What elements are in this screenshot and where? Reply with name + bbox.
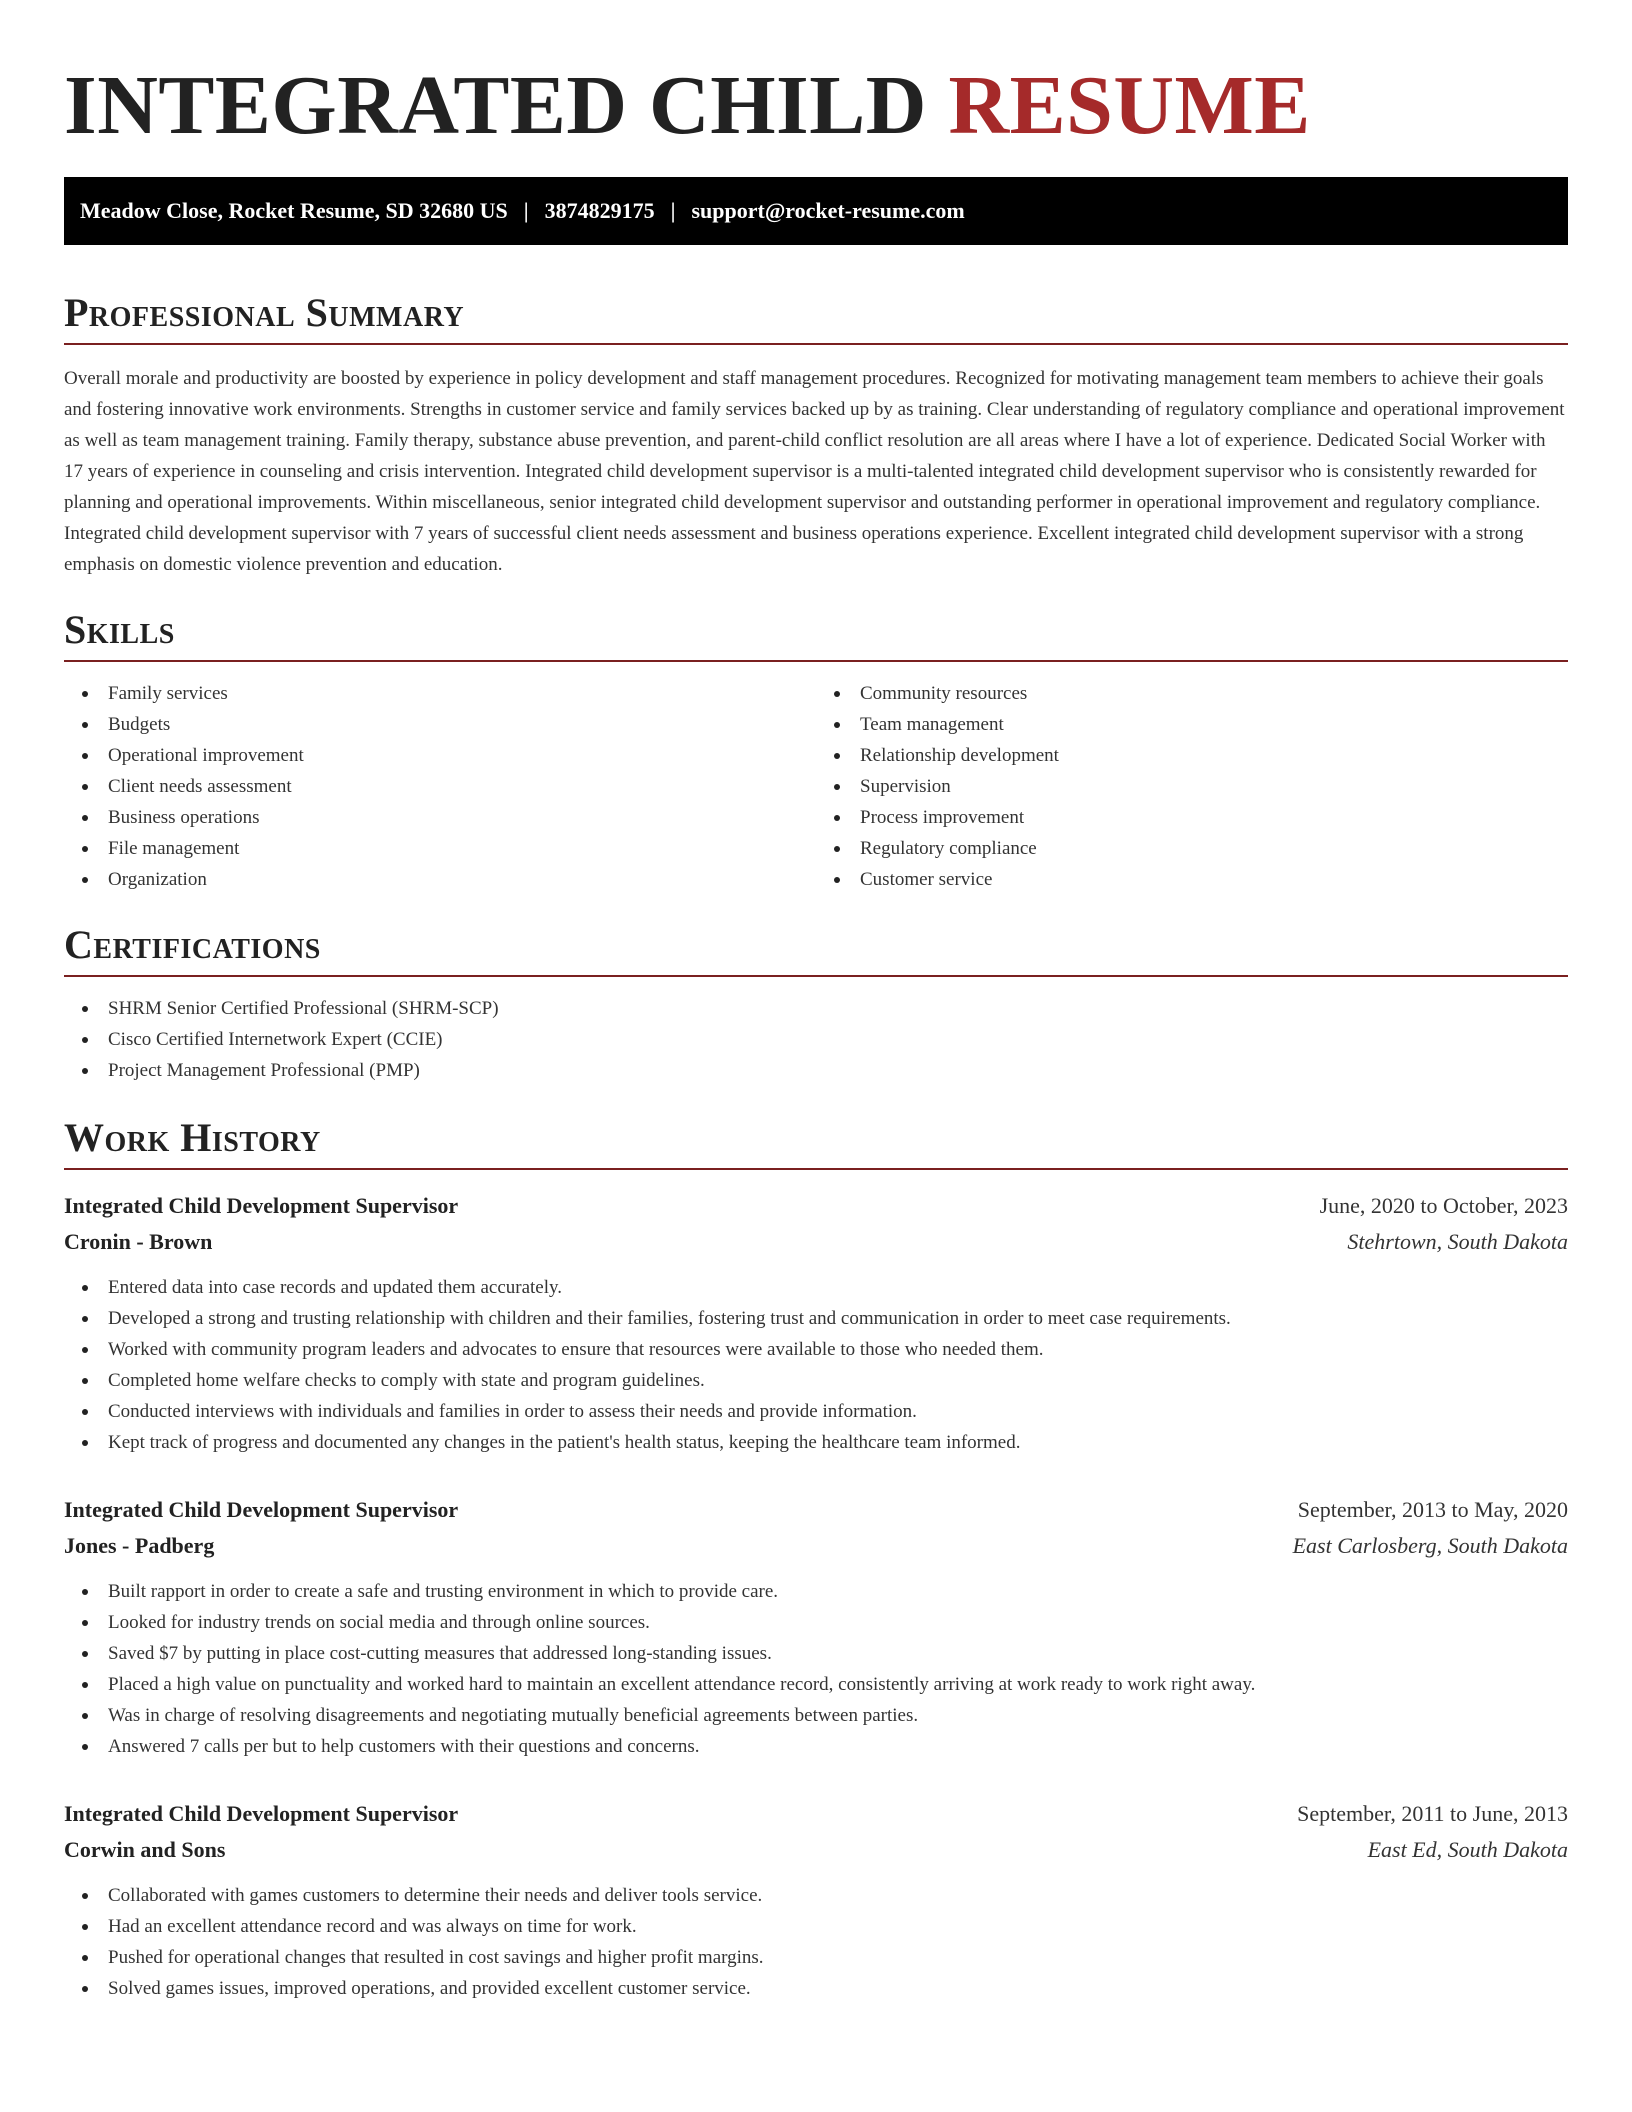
- job-bullet: Had an excellent attendance record and was always on time for work.: [64, 1911, 1568, 1942]
- job-company: Jones - Padberg: [64, 1532, 215, 1558]
- skill-item: Budgets: [64, 709, 816, 740]
- job-title: Integrated Child Development Supervisor: [64, 1192, 459, 1218]
- skills-heading: Skills: [64, 606, 1568, 662]
- contact-address: Meadow Close, Rocket Resume, SD 32680 US: [80, 197, 508, 223]
- skill-item: Operational improvement: [64, 740, 816, 771]
- skill-item: Family services: [64, 678, 816, 709]
- certifications-section: [64, 921, 1568, 1086]
- work-heading: Work History: [64, 1114, 1568, 1170]
- work-section: [64, 1114, 1568, 2004]
- job-entry: [64, 1188, 1568, 1458]
- job-header-row: [64, 1492, 1568, 1528]
- job-company-row: [64, 1528, 1568, 1564]
- work-jobs: [64, 1188, 1568, 2004]
- job-title: Integrated Child Development Supervisor: [64, 1800, 459, 1826]
- skill-item: File management: [64, 833, 816, 864]
- job-bullet: Solved games issues, improved operations, and provided excellent customer service.: [64, 1973, 1568, 2004]
- job-bullet: Developed a strong and trusting relationship with children and their families, fostering trust and communication in order to meet case requirements.: [64, 1303, 1568, 1334]
- skill-item: Supervision: [816, 771, 1568, 802]
- skills-section: [64, 606, 1568, 895]
- skill-item: Client needs assessment: [64, 771, 816, 802]
- job-location: East Ed, South Dakota: [1367, 1836, 1568, 1862]
- job-bullet: Pushed for operational changes that resulted in cost savings and higher profit margins.: [64, 1942, 1568, 1973]
- job-location: Stehrtown, South Dakota: [1347, 1228, 1568, 1254]
- skill-item: Team management: [816, 709, 1568, 740]
- resume-page: [64, 0, 1568, 2004]
- job-title: Integrated Child Development Supervisor: [64, 1496, 459, 1522]
- contact-separator: |: [523, 197, 529, 223]
- name-main: INTEGRATED CHILD: [64, 59, 927, 152]
- name-accent: RESUME: [948, 59, 1311, 152]
- skill-item: Relationship development: [816, 740, 1568, 771]
- job-company: Cronin - Brown: [64, 1228, 213, 1254]
- skill-item: Process improvement: [816, 802, 1568, 833]
- skill-item: Organization: [64, 864, 816, 895]
- skills-list-left: [64, 678, 816, 895]
- skill-item: Community resources: [816, 678, 1568, 709]
- job-bullet: Answered 7 calls per but to help customers with their questions and concerns.: [64, 1731, 1568, 1762]
- certification-item: SHRM Senior Certified Professional (SHRM-SCP): [64, 993, 1568, 1024]
- job-dates: September, 2013 to May, 2020: [1297, 1496, 1568, 1522]
- job-bullet: Conducted interviews with individuals and families in order to assess their needs and provide information.: [64, 1396, 1568, 1427]
- job-bullet: Completed home welfare checks to comply with state and program guidelines.: [64, 1365, 1568, 1396]
- job-bullets: [64, 1880, 1568, 2004]
- job-bullet: Kept track of progress and documented any changes in the patient's health status, keeping the healthcare team informed.: [64, 1427, 1568, 1458]
- job-bullet: Placed a high value on punctuality and worked hard to maintain an excellent attendance record, consistently arriving at work ready to work right away.: [64, 1669, 1568, 1700]
- job-bullet: Looked for industry trends on social media and through online sources.: [64, 1607, 1568, 1638]
- contact-email[interactable]: support@rocket-resume.com: [691, 197, 965, 223]
- job-bullet: Built rapport in order to create a safe and trusting environment in which to provide care.: [64, 1576, 1568, 1607]
- job-company: Corwin and Sons: [64, 1836, 226, 1862]
- job-bullet: Was in charge of resolving disagreements and negotiating mutually beneficial agreements between parties.: [64, 1700, 1568, 1731]
- job-bullet: Entered data into case records and updated them accurately.: [64, 1272, 1568, 1303]
- contact-bar: [64, 177, 1568, 245]
- skill-item: Business operations: [64, 802, 816, 833]
- certification-item: Cisco Certified Internetwork Expert (CCIE): [64, 1024, 1568, 1055]
- job-bullets: [64, 1576, 1568, 1762]
- job-bullet: Collaborated with games customers to determine their needs and deliver tools service.: [64, 1880, 1568, 1911]
- job-bullet: Worked with community program leaders and advocates to ensure that resources were available to those who needed them.: [64, 1334, 1568, 1365]
- skill-item: Customer service: [816, 864, 1568, 895]
- job-company-row: [64, 1224, 1568, 1260]
- job-bullets: [64, 1272, 1568, 1458]
- skill-item: Regulatory compliance: [816, 833, 1568, 864]
- skills-list-right: [816, 678, 1568, 895]
- job-dates: September, 2011 to June, 2013: [1297, 1800, 1568, 1826]
- job-dates: June, 2020 to October, 2023: [1319, 1192, 1568, 1218]
- job-location: East Carlosberg, South Dakota: [1292, 1532, 1568, 1558]
- job-bullet: Saved $7 by putting in place cost-cutting measures that addressed long-standing issues.: [64, 1638, 1568, 1669]
- job-entry: [64, 1796, 1568, 2004]
- job-company-row: [64, 1832, 1568, 1868]
- summary-heading: Professional Summary: [64, 289, 1568, 345]
- contact-phone[interactable]: 3874829175: [544, 197, 655, 223]
- job-header-row: [64, 1796, 1568, 1832]
- summary-section: [64, 289, 1568, 580]
- summary-text: Overall morale and productivity are boosted by experience in policy development and staff management procedures. Recognized for motivating management team members to achieve their goals and fostering innovative work environments. Strengths in customer service and family services backed up by as training. Clear understanding of regulatory compliance and operational improvement as well as team management training. Family therapy, substance abuse prevention, and parent-child conflict resolution are all areas where I have a lot of experience. Dedicated Social Worker with 17 years of experience in counseling and crisis intervention. Integrated child development supervisor is a multi-talented integrated child development supervisor who is consistently rewarded for planning and operational improvements. Within miscellaneous, senior integrated child development supervisor and outstanding performer in operational improvement and regulatory compliance. Integrated child development supervisor with 7 years of successful client needs assessment and business operations experience. Excellent integrated child development supervisor with a strong emphasis on domestic violence prevention and education.: [64, 367, 1565, 575]
- skills-grid: [64, 678, 1568, 895]
- certification-item: Project Management Professional (PMP): [64, 1055, 1568, 1086]
- job-header-row: [64, 1188, 1568, 1224]
- job-entry: [64, 1492, 1568, 1762]
- certifications-heading: Certifications: [64, 921, 1568, 977]
- certifications-list: [64, 993, 1568, 1086]
- resume-title: [64, 58, 1568, 155]
- contact-separator: |: [670, 197, 676, 223]
